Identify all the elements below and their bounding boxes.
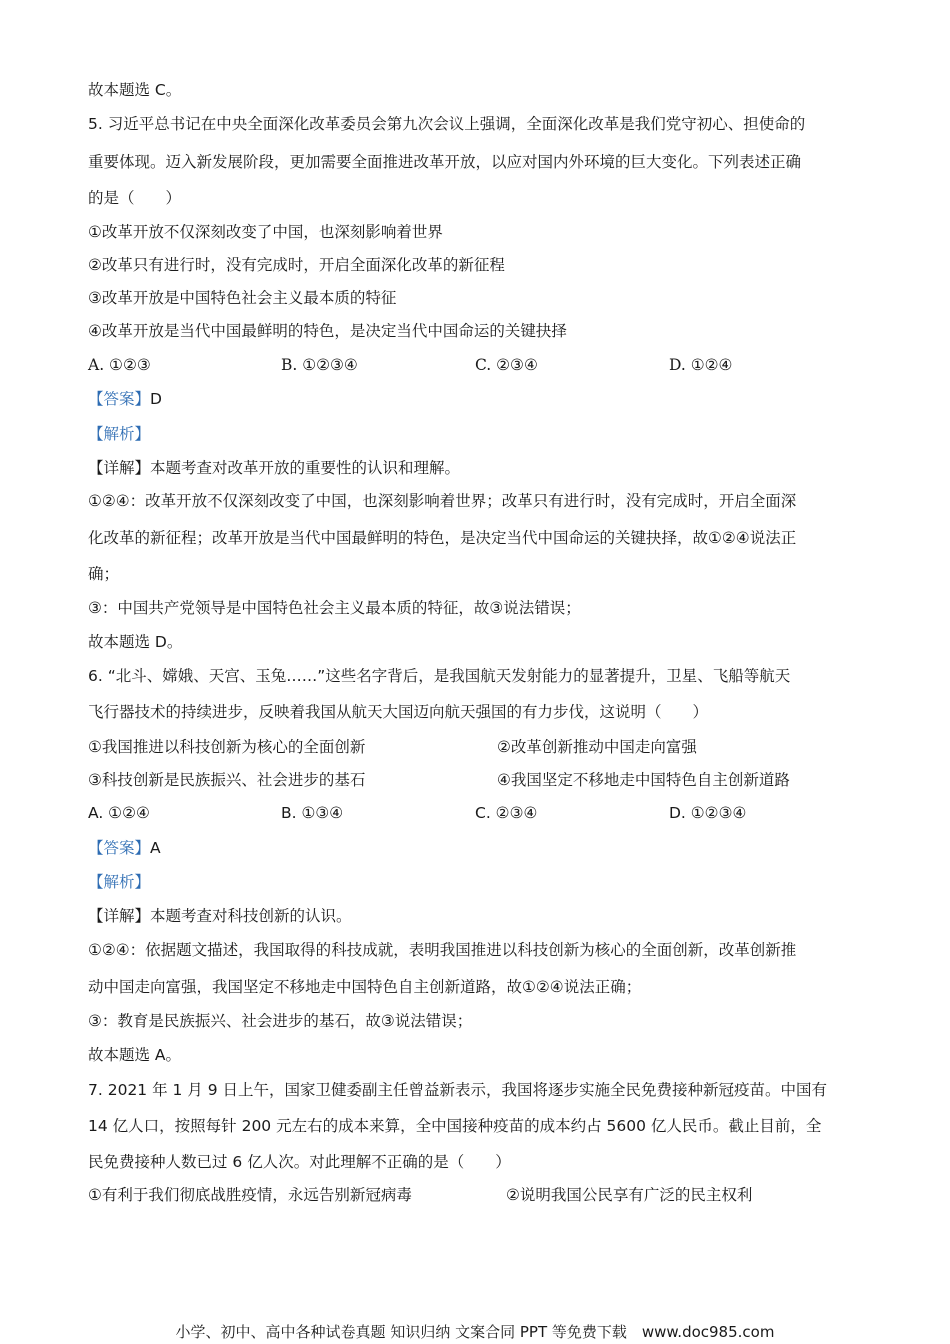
statement: ①有利于我们彻底战胜疫情，永远告别新冠病毒 bbox=[88, 1186, 412, 1204]
detail-line: ①②④：依据题文描述，我国取得的科技成就，表明我国推进以科技创新为核心的全面创新，改革创新推 bbox=[88, 941, 797, 959]
detail-line: 确； bbox=[88, 565, 120, 583]
detail-line: 化改革的新征程；改革开放是当代中国最鲜明的特色，是决定当代中国命运的关键抉择，故①②④说法正 bbox=[88, 529, 797, 547]
detail-line: ①②④：改革开放不仅深刻改变了中国，也深刻影响着世界；改革只有进行时，没有完成时，开启全面深 bbox=[88, 492, 797, 510]
text-line: 重要体现。迈入新发展阶段，更加需要全面推进改革开放，以应对国内外环境的巨大变化。下列表述正确 bbox=[88, 153, 802, 171]
analysis-tag: 【解析】 bbox=[88, 425, 151, 443]
detail-line: 故本题选 D。 bbox=[88, 633, 183, 651]
detail-line: 【详解】本题考查对改革开放的重要性的认识和理解。 bbox=[88, 459, 461, 477]
text-line: 14 亿人口，按照每针 200 元左右的成本来算，全中国接种疫苗的成本约占 5600 亿人民币。截止目前，全 bbox=[88, 1117, 822, 1135]
text-line: 民免费接种人数已过 6 亿人次。对此理解不正确的是（ ） bbox=[88, 1153, 511, 1171]
answer-tag: 【答案】 bbox=[88, 390, 151, 408]
option-d: D. ①②④ bbox=[669, 356, 733, 374]
detail-line: 动中国走向富强，我国坚定不移地走中国特色自主创新道路，故①②④说法正确； bbox=[88, 978, 642, 996]
option-d: D. ①②③④ bbox=[669, 804, 747, 822]
option-a: A. ①②③ bbox=[88, 356, 151, 374]
page-footer[interactable]: 小学、初中、高中各种试卷真题 知识归纳 文案合同 PPT 等免费下载 www.doc985.com bbox=[175, 1323, 775, 1341]
statement: ②说明我国公民享有广泛的民主权利 bbox=[506, 1186, 753, 1204]
statement: ④改革开放是当代中国最鲜明的特色，是决定当代中国命运的关键抉择 bbox=[88, 322, 567, 340]
option-b: B. ①②③④ bbox=[281, 356, 358, 374]
detail-line: 【详解】本题考查对科技创新的认识。 bbox=[88, 907, 352, 925]
detail-line: ③：中国共产党领导是中国特色社会主义最本质的特征，故③说法错误； bbox=[88, 599, 581, 617]
option-c: C. ②③④ bbox=[475, 356, 538, 374]
detail-line: ③：教育是民族振兴、社会进步的基石，故③说法错误； bbox=[88, 1012, 473, 1030]
answer-line bbox=[88, 389, 162, 409]
text-line: 飞行器技术的持续进步，反映着我国从航天大国迈向航天强国的有力步伐，这说明（ ） bbox=[88, 703, 709, 721]
answer-tag: 【答案】 bbox=[88, 839, 151, 857]
option-b: B. ①③④ bbox=[281, 804, 344, 822]
statement: ④我国坚定不移地走中国特色自主创新道路 bbox=[497, 771, 790, 789]
statement: ①改革开放不仅深刻改变了中国，也深刻影响着世界 bbox=[88, 223, 443, 241]
statement: ②改革创新推动中国走向富强 bbox=[497, 738, 697, 756]
question-5-stem: 5. 习近平总书记在中央全面深化改革委员会第九次会议上强调，全面深化改革是我们党守初心、担使命的 bbox=[88, 115, 806, 133]
answer-value: A bbox=[150, 839, 161, 857]
detail-line: 故本题选 A。 bbox=[88, 1046, 182, 1064]
answer-value: D bbox=[150, 390, 162, 408]
statement: ③科技创新是民族振兴、社会进步的基石 bbox=[88, 771, 366, 789]
option-a: A. ①②④ bbox=[88, 804, 150, 822]
analysis-tag: 【解析】 bbox=[88, 873, 151, 891]
statement: ③改革开放是中国特色社会主义最本质的特征 bbox=[88, 289, 397, 307]
question-7-stem: 7. 2021 年 1 月 9 日上午，国家卫健委副主任曾益新表示，我国将逐步实施全民免费接种新冠疫苗。中国有 bbox=[88, 1081, 828, 1099]
statement: ②改革只有进行时，没有完成时，开启全面深化改革的新征程 bbox=[88, 256, 505, 274]
statement: ①我国推进以科技创新为核心的全面创新 bbox=[88, 738, 366, 756]
text-line: 的是（ ） bbox=[88, 189, 182, 207]
option-c: C. ②③④ bbox=[475, 804, 538, 822]
answer-line bbox=[88, 838, 161, 858]
question-6-stem: 6. “北斗、嫦娥、天宫、玉兔……”这些名字背后，是我国航天发射能力的显著提升，卫星、飞船等航天 bbox=[88, 667, 791, 685]
text-line: 故本题选 C。 bbox=[88, 81, 182, 99]
